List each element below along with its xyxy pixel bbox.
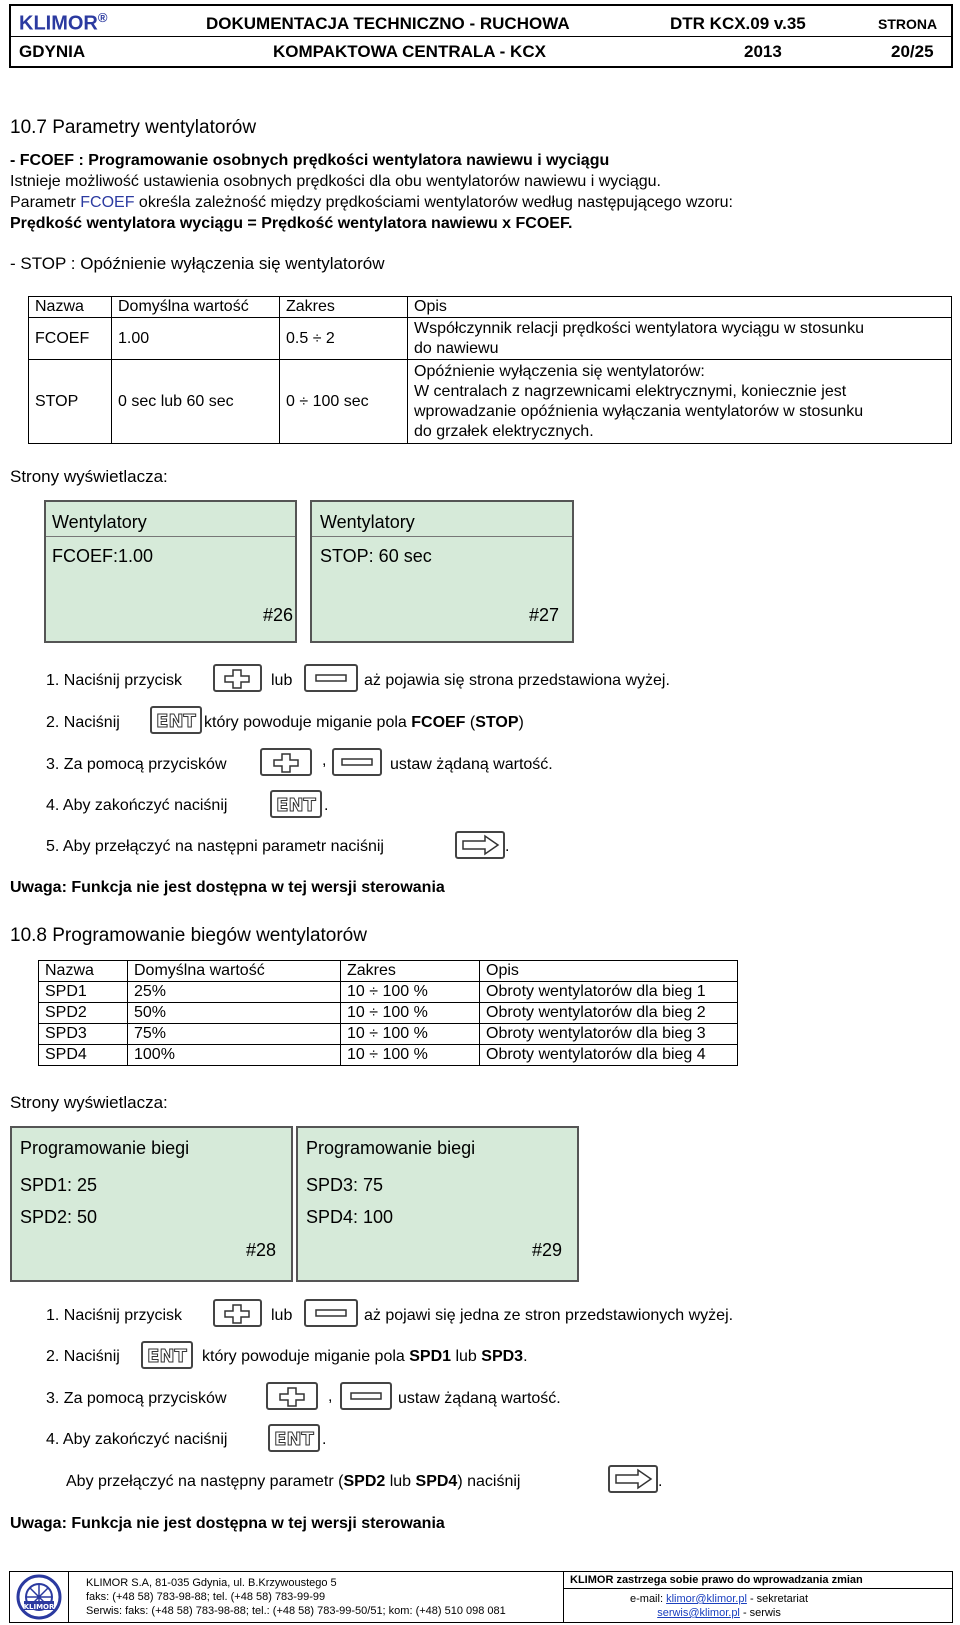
footer-contact [86,1576,506,1618]
step-2-rest [204,714,524,732]
table-cell: 0 sec lub 60 sec [112,360,280,444]
table-row [39,1045,738,1066]
text: który powoduje miganie pola [204,714,412,731]
lcd-title: Programowanie biegi [306,1138,476,1158]
text: lub [385,1473,416,1490]
table-cell: SPD2 [39,1003,128,1024]
table-cell: Obroty wentylatorów dla bieg 4 [480,1045,738,1066]
table-cell: Obroty wentylatorów dla bieg 3 [480,1024,738,1045]
gears-table [38,960,738,1066]
brand-logo-text [19,10,107,36]
header-cell: Domyślna wartość [112,297,280,318]
fcoef-parameter-line [10,194,733,212]
step-1-end: aż pojawia się strona przedstawiona wyżej. [364,672,670,689]
footer-email-line [630,1606,808,1620]
ent-key-icon[interactable] [268,1424,320,1452]
footer-emails [630,1592,808,1620]
lcd-line: SPD3: 75 [306,1175,384,1195]
klimor-logo-icon [16,1574,62,1620]
header-city: GDYNIA [19,42,86,61]
header-cell: Zakres [341,961,480,982]
next-arrow-key-icon[interactable] [455,831,505,859]
step-2-text: 2. Naciśnij [46,714,120,731]
step-4-dot: . [324,797,329,814]
table-cell: FCOEF [29,318,112,360]
step-3-text: 3. Za pomocą przycisków [46,1390,227,1407]
page-label: STRONA [878,16,938,32]
table-cell: 100% [128,1045,341,1066]
doc-code: DTR KCX.09 v.35 [670,14,806,33]
step-3-end: ustaw żądaną wartość. [398,1390,561,1407]
document-footer [9,1571,953,1623]
table-cell: 0 ÷ 100 sec [280,360,408,444]
text: - serwis [739,1607,781,1619]
lcd-panel-26 [44,500,297,643]
table-cell: SPD3 [39,1024,128,1045]
step-4-dot: . [322,1431,327,1448]
text: lub [451,1348,482,1365]
lcd-page-number: #29 [532,1240,563,1260]
field-spd3: SPD3 [481,1348,524,1365]
step-2-text: 2. Naciśnij [46,1348,120,1365]
svg-text:KLIMOR: KLIMOR [23,1603,55,1611]
fcoef-formula: Prędkość wentylatora wyciągu = Prędkość wentylatora nawiewu x FCOEF. [10,215,573,232]
lcd-divider [46,536,295,537]
brand-mark: ® [97,10,108,25]
plus-key-icon[interactable] [213,664,262,692]
parameters-table [28,296,952,444]
table-cell: STOP [29,360,112,444]
fcoef-accent: FCOEF [80,194,135,211]
lcd-line: Wentylatory [52,512,147,532]
display-pages-label: Strony wyświetlacza: [10,1093,168,1112]
text: e-mail: [630,1593,667,1605]
step-4-text: 4. Aby zakończyć naciśnij [46,797,228,814]
lcd-line: Wentylatory [320,512,415,532]
lcd-panel-28 [10,1126,293,1282]
desc-line: do nawiewu [414,339,499,357]
step-5-text: 5. Aby przełączyć na następni parametr naciśnij [46,838,384,855]
text: ( [465,714,476,731]
lcd-page-number: #27 [529,605,560,625]
lcd-panel-29 [296,1126,579,1282]
svg-text:ENT: ENT [147,1346,187,1367]
email-link-secretariat[interactable]: klimor@klimor.pl [666,1593,747,1605]
desc-line: do grzałek elektrycznych. [414,422,594,440]
text: ) naciśnij [457,1473,521,1490]
table-cell: Obroty wentylatorów dla bieg 1 [480,982,738,1003]
stop-heading: - STOP : Opóźnienie wyłączenia się wentylatorów [10,254,385,273]
lcd-panel-27 [310,500,574,643]
step-1-or: lub [271,1307,293,1324]
table-header-row [29,297,952,318]
footer-address: KLIMOR S.A, 81-035 Gdynia, ul. B.Krzywoustego 5 [86,1577,337,1589]
table-cell: 10 ÷ 100 % [341,1045,480,1066]
header-cell: Zakres [280,297,408,318]
table-cell: SPD1 [39,982,128,1003]
warning-text: Uwaga: Funkcja nie jest dostępna w tej wersji sterowania [10,1515,445,1532]
field-spd4: SPD4 [415,1473,458,1490]
table-row [29,360,952,444]
text: który powoduje miganie pola [202,1348,410,1365]
lcd-line: SPD1: 25 [20,1175,98,1195]
header-cell: Opis [408,297,952,318]
table-cell: 10 ÷ 100 % [341,1024,480,1045]
footer-divider [68,1572,69,1622]
step-1-or: lub [271,672,293,689]
lcd-line: SPD2: 50 [20,1207,98,1227]
brand-name: KLIMOR [19,12,98,35]
desc-line: Współczynnik relacji prędkości wentylatora wyciągu w stosunku [414,319,864,337]
lcd-page-number: #28 [246,1240,277,1260]
header-cell: Opis [480,961,738,982]
lcd-divider [312,536,572,537]
text: . [523,1348,528,1365]
header-cell: Nazwa [39,961,128,982]
desc-line: W centralach z nagrzewnicami elektrycznymi, koniecznie jest [414,382,847,400]
lcd-line: SPD4: 100 [306,1207,394,1227]
document-header [9,4,953,68]
lcd-line: STOP: 60 sec [320,546,432,566]
ent-key-icon[interactable] [270,790,322,818]
warning-text: Uwaga: Funkcja nie jest dostępna w tej wersji sterowania [10,879,445,896]
field-spd1: SPD1 [409,1348,452,1365]
plus-key-icon[interactable] [213,1299,262,1327]
footer-notice: KLIMOR zastrzega sobie prawo do wprowadzania zmian [570,1574,863,1586]
plus-key-icon[interactable] [260,748,312,776]
table-header-row [39,961,738,982]
table-cell: 75% [128,1024,341,1045]
table-row [29,318,952,360]
minus-key-icon[interactable] [332,748,382,776]
step-3-comma: , [322,752,327,769]
table-cell: 1.00 [112,318,280,360]
table-cell: 10 ÷ 100 % [341,1003,480,1024]
minus-key-icon[interactable] [304,664,358,692]
text: - sekretariat [746,1593,809,1605]
lcd-line: FCOEF:1.00 [52,546,154,566]
svg-text:ENT: ENT [274,1429,314,1450]
text: określa zależność między prędkościami wentylatorów według następującego wzoru: [134,194,733,211]
field-fcoef: FCOEF [411,714,466,731]
footer-phones: faks: (+48 58) 783-98-88; tel. (+48 58) 783-99-99 [86,1591,326,1603]
svg-text:ENT: ENT [156,711,196,732]
footer-email-line [630,1592,808,1606]
header-year: 2013 [744,42,782,61]
doc-title: DOKUMENTACJA TECHNICZNO - RUCHOWA [206,14,570,33]
step-3-text: 3. Za pomocą przycisków [46,756,227,773]
table-cell: Obroty wentylatorów dla bieg 2 [480,1003,738,1024]
desc-line: wprowadzanie opóźnienia wyłączania wentylatorów w stosunku [414,402,864,420]
step-1-end: aż pojawi się jedna ze stron przedstawionych wyżej. [364,1307,734,1324]
step-4-text: 4. Aby zakończyć naciśnij [46,1431,228,1448]
lcd-page-number: #26 [263,605,294,625]
field-stop: STOP [475,714,519,731]
header-cell: Domyślna wartość [128,961,341,982]
step-1-text: 1. Naciśnij przycisk [46,1307,183,1324]
desc-line: Opóźnienie wyłączenia się wentylatorów: [414,362,705,380]
email-link-service[interactable]: serwis@klimor.pl [657,1607,740,1619]
minus-key-icon[interactable] [304,1299,358,1327]
table-cell: SPD4 [39,1045,128,1066]
step-5-text [66,1473,520,1491]
step-3-comma: , [328,1388,333,1405]
display-pages-label: Strony wyświetlacza: [10,467,168,486]
footer-service: Serwis: faks: (+48 58) 783-98-88; tel.: (+48 58) 783-99-50/51; kom: (+48) 510 098 081 [86,1605,506,1617]
plus-key-icon[interactable] [266,1382,318,1410]
step-2-rest [202,1348,528,1366]
step-3-end: ustaw żądaną wartość. [390,756,553,773]
table-cell [408,360,952,444]
next-arrow-key-icon[interactable] [608,1465,658,1493]
header-cell: Nazwa [29,297,112,318]
table-row [39,1024,738,1045]
section-10-8-heading: 10.8 Programowanie biegów wentylatorów [10,925,367,946]
step-1-text: 1. Naciśnij przycisk [46,672,183,689]
table-row [39,982,738,1003]
text: Aby przełączyć na następny parametr ( [66,1473,344,1490]
section-10-7-heading: 10.7 Parametry wentylatorów [10,117,257,138]
table-cell [408,318,952,360]
fcoef-heading: - FCOEF : Programowanie osobnych prędkości wentylatora nawiewu i wyciągu [10,152,610,169]
svg-text:ENT: ENT [276,795,316,816]
minus-key-icon[interactable] [340,1382,392,1410]
table-cell: 0.5 ÷ 2 [280,318,408,360]
step-5-dot: . [505,838,510,855]
text: ) [518,714,524,731]
ent-key-icon[interactable] [150,706,202,734]
page-number: 20/25 [891,42,934,61]
field-spd2: SPD2 [343,1473,386,1490]
table-cell: 25% [128,982,341,1003]
table-cell: 50% [128,1003,341,1024]
fcoef-description: Istnieje możliwość ustawienia osobnych prędkości dla obu wentylatorów nawiewu i wyciągu. [10,173,661,190]
text: Parametr [10,194,81,211]
ent-key-icon[interactable] [141,1341,193,1369]
header-divider [11,36,951,37]
lcd-title: Programowanie biegi [20,1138,190,1158]
table-cell: 10 ÷ 100 % [341,982,480,1003]
step-5-dot: . [658,1473,663,1490]
header-product: KOMPAKTOWA CENTRALA - KCX [273,42,546,61]
table-row [39,1003,738,1024]
